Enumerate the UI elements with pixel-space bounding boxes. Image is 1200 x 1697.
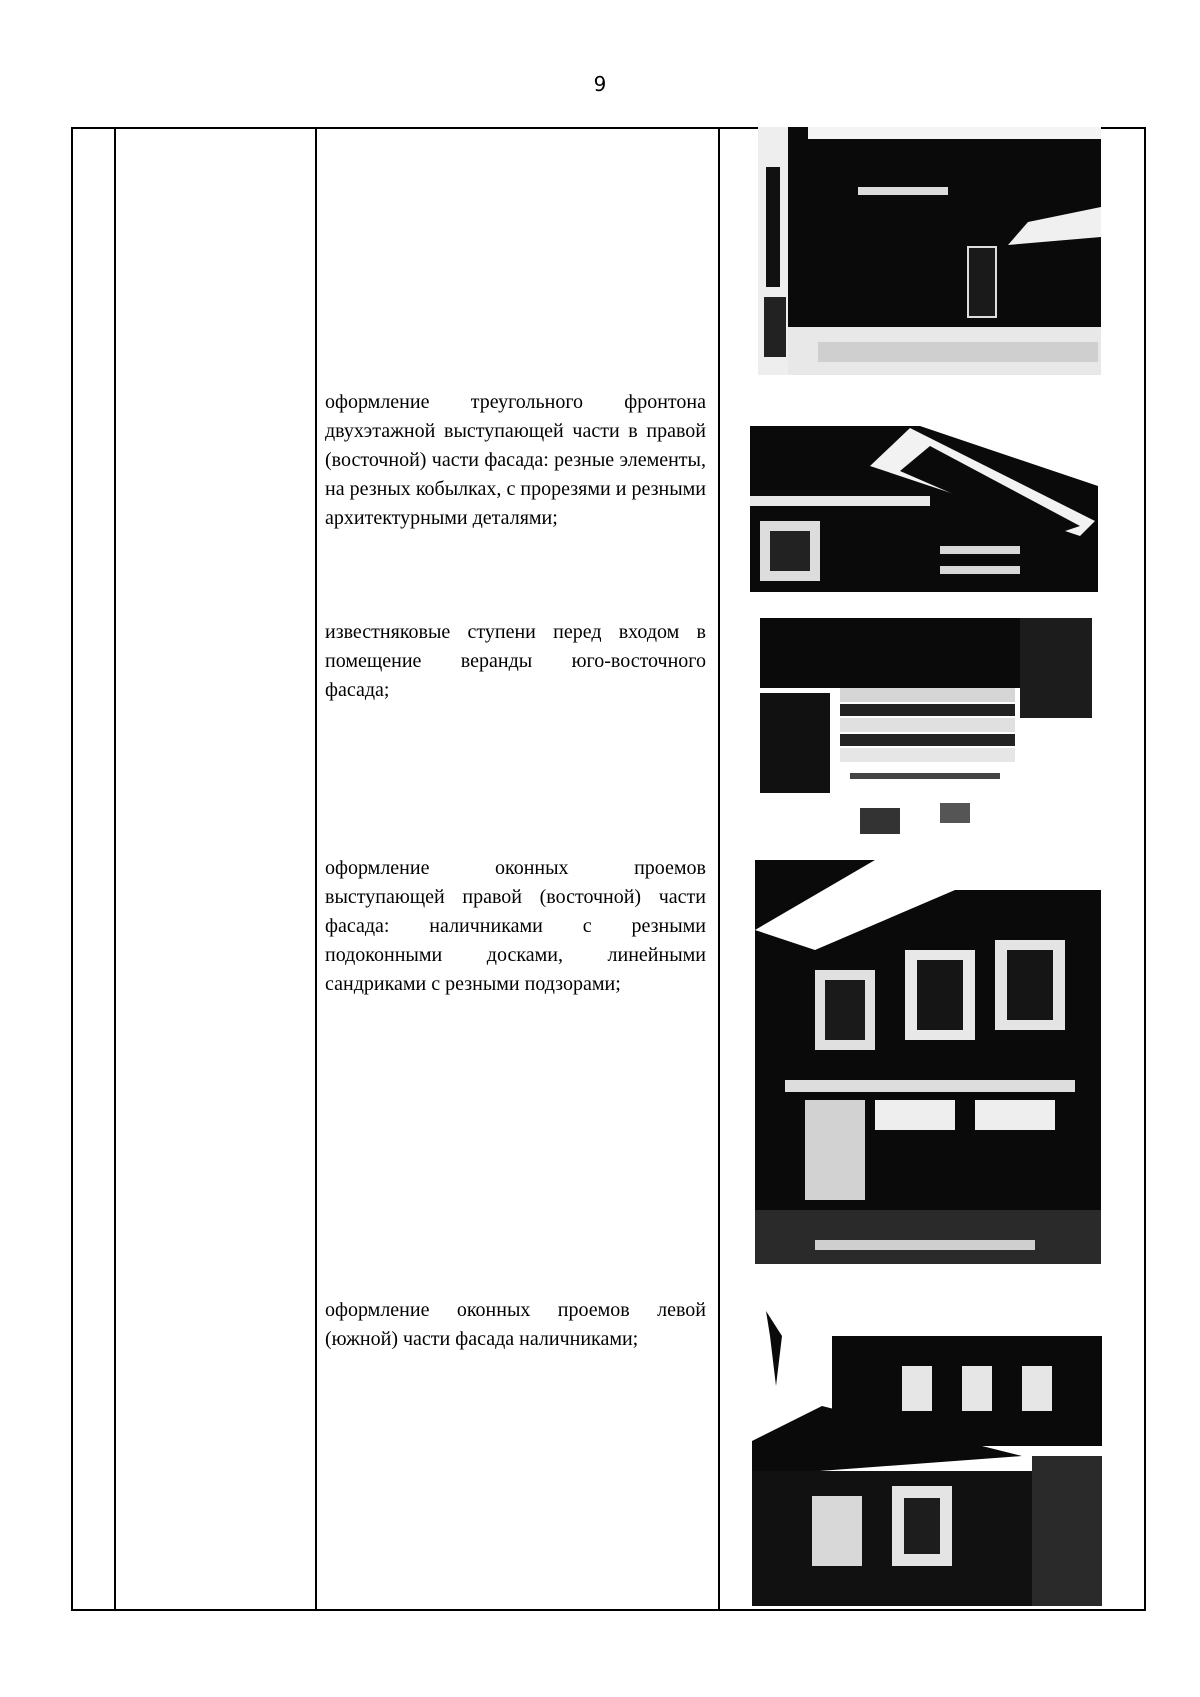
entry-windows-east-text: оформление оконных проемов выступающей правой (восточной) части фасада: наличниками с резными подоконными досками, линейными сандриками с резными подзорами; [325, 857, 706, 995]
limestone-steps-photo [760, 618, 1092, 834]
windows-east-photo [755, 860, 1101, 1264]
entry-pediment-text: оформление треугольного фронтона двухэтажной выступающей части в правой (восточной) части фасада: резные элементы, на резных кобылках, с прорезями и резными архитектурными деталями; [325, 391, 706, 529]
page-number: 9 [593, 72, 607, 96]
entry-steps-text: известняковые ступени перед входом в помещение веранды юго-восточного фасада; [325, 621, 706, 701]
column-divider-3 [718, 129, 720, 1609]
house-facade-photo [758, 127, 1101, 375]
pediment-photo [750, 426, 1098, 592]
column-divider-2 [315, 129, 317, 1609]
windows-south-photo [752, 1296, 1102, 1606]
entry-windows-south-text: оформление оконных проемов левой (южной) части фасада наличниками; [325, 1299, 706, 1350]
column-divider-1 [114, 129, 116, 1609]
